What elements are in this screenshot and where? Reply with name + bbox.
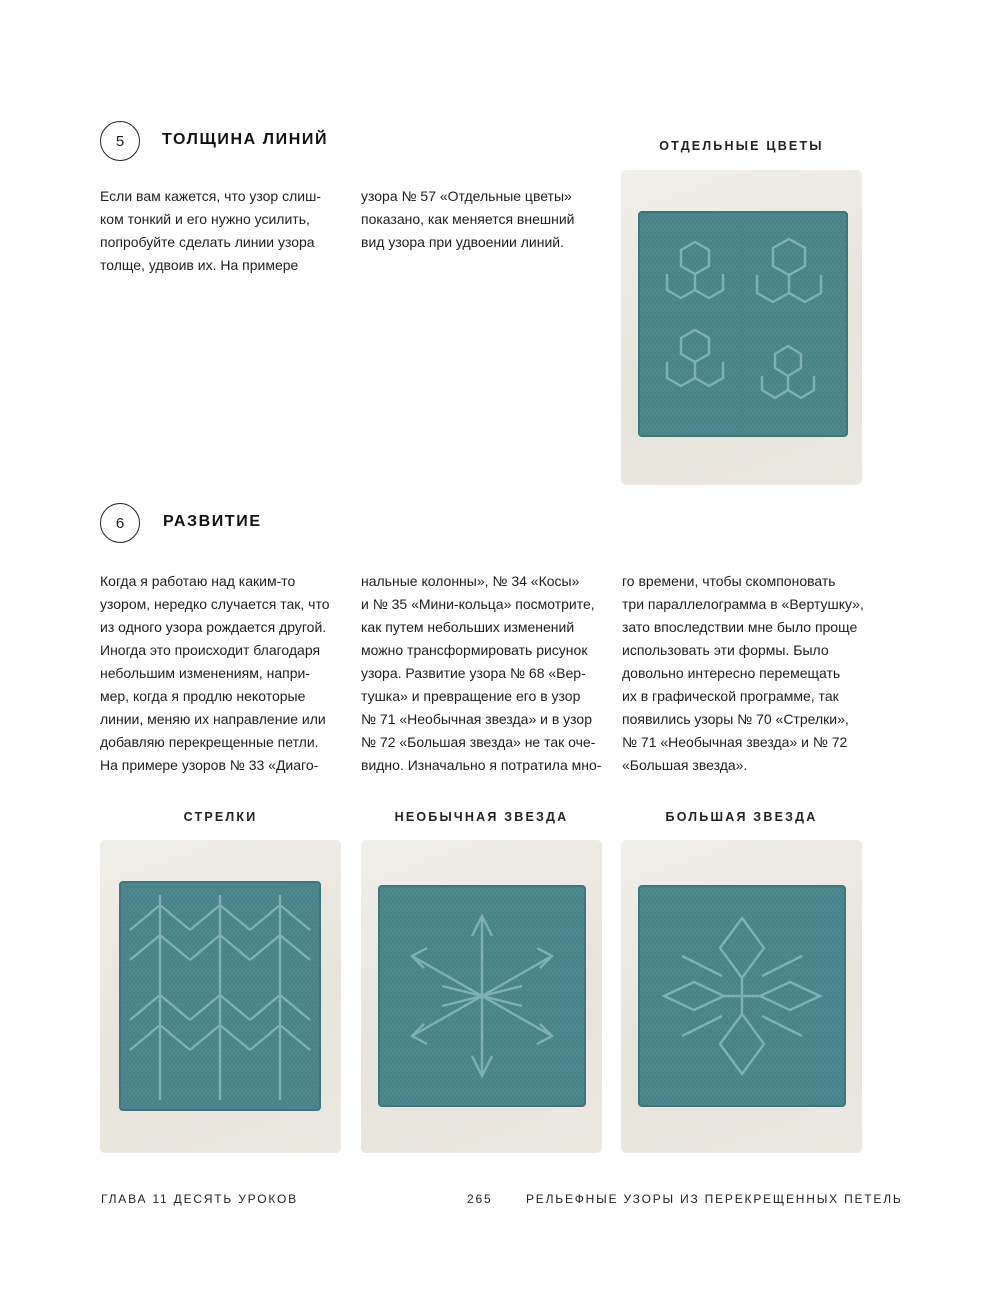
text-line: добавляю перекрещенные петли. <box>100 734 319 750</box>
text-line: № 71 «Необычная звезда» и № 72 <box>622 734 848 750</box>
photo-caption-separate-flowers: ОТДЕЛЬНЫЕ ЦВЕТЫ <box>659 139 824 153</box>
text-line: три параллелограмма в «Вертушку», <box>622 596 864 612</box>
knit-swatch-big-star-image <box>621 840 862 1153</box>
section5-text-col2 <box>361 185 575 254</box>
text-line: тушка» и превращение его в узор <box>361 688 581 704</box>
text-line: мер, когда я продлю некоторые <box>100 688 306 704</box>
knit-swatch-arrows-image <box>100 840 341 1153</box>
text-line: небольшим изменениям, напри- <box>100 665 310 681</box>
section6-text-col1 <box>100 570 330 777</box>
knit-swatch-flowers-image <box>621 170 862 485</box>
text-line: «Большая звезда». <box>622 757 748 773</box>
text-line: появились узоры № 70 «Стрелки», <box>622 711 849 727</box>
text-line: № 72 «Большая звезда» не так оче- <box>361 734 596 750</box>
footer-book-title: РЕЛЬЕФНЫЕ УЗОРЫ ИЗ ПЕРЕКРЕЩЕННЫХ ПЕТЕЛЬ <box>526 1192 903 1206</box>
section-number-6 <box>100 503 140 543</box>
photo-arrows <box>100 840 341 1153</box>
text-line: Если вам кажется, что узор слиш- <box>100 188 321 204</box>
section-title-development: РАЗВИТИЕ <box>163 513 262 530</box>
section-number-text: 6 <box>115 514 125 532</box>
text-line: вид узора при удвоении линий. <box>361 234 564 250</box>
section-number-5 <box>100 121 140 161</box>
text-line: их в графической программе, так <box>622 688 839 704</box>
text-line: показано, как меняется внешний <box>361 211 575 227</box>
knit-swatch-unusual-star-image <box>361 840 602 1153</box>
text-line: как путем небольших изменений <box>361 619 575 635</box>
text-line: узором, нередко случается так, что <box>100 596 330 612</box>
text-line: линии, меняю их направление или <box>100 711 326 727</box>
text-line: зато впоследствии мне было проще <box>622 619 858 635</box>
photo-caption-arrows: СТРЕЛКИ <box>183 810 258 824</box>
text-line: ком тонкий и его нужно усилить, <box>100 211 310 227</box>
text-line: толще, удвоив их. На примере <box>100 257 299 273</box>
section-title-line-thickness: ТОЛЩИНА ЛИНИЙ <box>162 131 329 148</box>
text-line: № 71 «Необычная звезда» и в узор <box>361 711 592 727</box>
section6-text-col3 <box>622 570 864 777</box>
text-line: узора. Развитие узора № 68 «Вер- <box>361 665 586 681</box>
text-line: нальные колонны», № 34 «Косы» <box>361 573 580 589</box>
text-line: Когда я работаю над каким-то <box>100 573 296 589</box>
text-line: можно трансформировать рисунок <box>361 642 588 658</box>
section-number-text: 5 <box>115 132 125 150</box>
text-line: использовать эти формы. Было <box>622 642 829 658</box>
text-line: из одного узора рождается другой. <box>100 619 327 635</box>
photo-separate-flowers <box>621 170 862 485</box>
text-line: На примере узоров № 33 «Диаго- <box>100 757 319 773</box>
text-line: узора № 57 «Отдельные цветы» <box>361 188 572 204</box>
photo-big-star <box>621 840 862 1153</box>
text-line: видно. Изначально я потратила мно- <box>361 757 602 773</box>
photo-caption-unusual-star: НЕОБЫЧНАЯ ЗВЕЗДА <box>394 810 569 824</box>
section5-text-col1 <box>100 185 321 277</box>
photo-unusual-star <box>361 840 602 1153</box>
text-line: и № 35 «Мини-кольца» посмотрите, <box>361 596 595 612</box>
photo-caption-big-star: БОЛЬШАЯ ЗВЕЗДА <box>665 810 818 824</box>
footer-chapter: ГЛАВА 11 ДЕСЯТЬ УРОКОВ <box>101 1192 298 1206</box>
footer-page-number: 265 <box>467 1192 493 1206</box>
section6-text-col2 <box>361 570 601 777</box>
text-line: Иногда это происходит благодаря <box>100 642 321 658</box>
text-line: го времени, чтобы скомпоновать <box>622 573 836 589</box>
text-line: довольно интересно перемещать <box>622 665 841 681</box>
text-line: попробуйте сделать линии узора <box>100 234 315 250</box>
